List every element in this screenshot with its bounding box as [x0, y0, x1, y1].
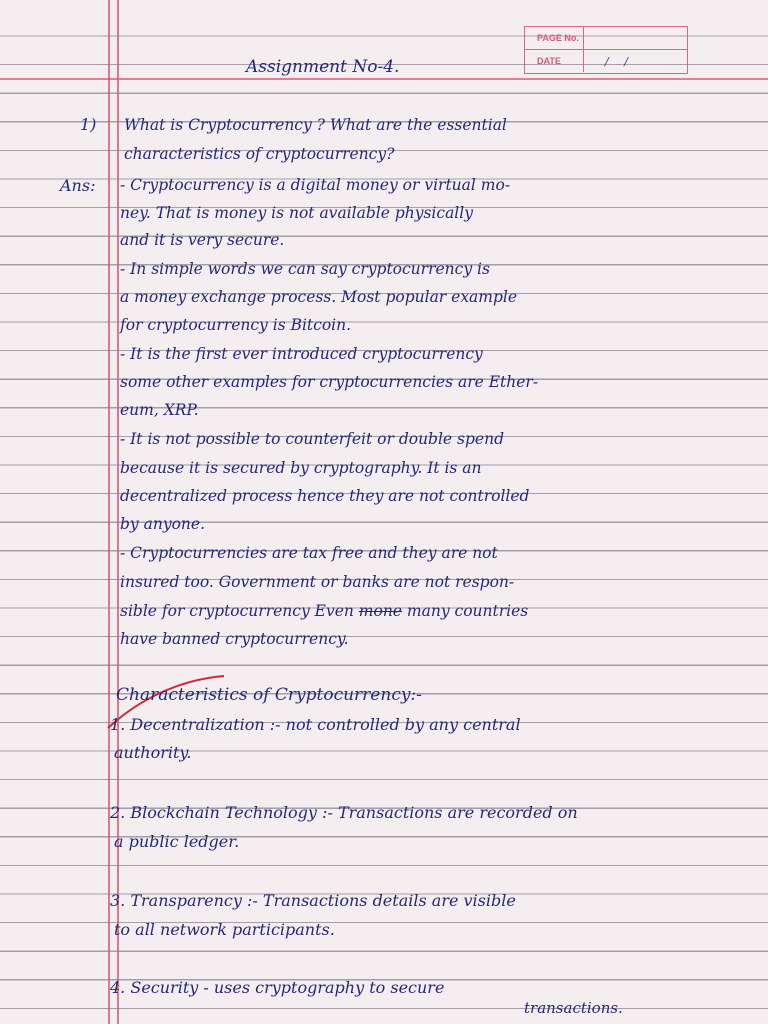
characteristic-1-text: not controlled by any central	[285, 715, 521, 734]
assignment-title: Assignment No-4.	[246, 57, 400, 77]
characteristic-1-cont: authority.	[114, 743, 192, 762]
answer-line-15: insured too. Government or banks are not respon-	[120, 573, 515, 591]
characteristic-4-label: 4. Security -	[110, 978, 209, 997]
characteristic-3-cont: to all network participants.	[114, 920, 335, 939]
answer-line-14: - Cryptocurrencies are tax free and they are not	[120, 544, 498, 562]
answer-line-17: have banned cryptocurrency.	[120, 630, 349, 648]
characteristic-2-cont: a public ledger.	[114, 832, 240, 851]
characteristic-2-label: 2. Blockchain Technology :-	[110, 803, 333, 822]
question-number: 1)	[80, 115, 97, 134]
characteristic-4	[110, 980, 444, 996]
characteristic-4-text: uses cryptography to secure	[213, 978, 445, 997]
page-date-stamp	[524, 26, 688, 74]
answer-line-6: for cryptocurrency is Bitcoin.	[120, 316, 352, 334]
answer-line-1: - Cryptocurrency is a digital money or virtual mo-	[120, 176, 511, 194]
answer-line-8: some other examples for cryptocurrencies are Ether-	[120, 373, 539, 391]
answer-line-4: - In simple words we can say cryptocurrency is	[120, 260, 490, 278]
answer-line-16-end: many countries	[406, 602, 529, 620]
characteristic-1-label: 1. Decentralization :-	[110, 715, 281, 734]
answer-line-3: and it is very secure.	[120, 231, 285, 249]
answer-line-10: - It is not possible to counterfeit or double spend	[120, 430, 504, 448]
date-value: / /	[605, 55, 634, 68]
answer-line-12: decentralized process hence they are not controlled	[120, 487, 530, 505]
answer-line-16-start: sible for cryptocurrency Even	[120, 602, 354, 620]
answer-line-5: a money exchange process. Most popular example	[120, 288, 518, 306]
characteristics-heading: Characteristics of Cryptocurrency:-	[116, 685, 422, 705]
date-label: DATE	[537, 56, 561, 66]
margin-line-left	[108, 0, 110, 1024]
characteristic-2	[110, 805, 578, 821]
answer-line-16	[120, 604, 528, 620]
characteristic-3-text: Transactions details are visible	[262, 891, 516, 910]
answer-label: Ans:	[60, 176, 96, 195]
answer-line-2: ney. That is money is not available physically	[120, 204, 473, 222]
header-rule	[0, 78, 768, 80]
characteristic-4-cont: transactions.	[524, 999, 623, 1017]
characteristic-1	[110, 717, 521, 733]
answer-line-7: - It is the first ever introduced cryptocurrency	[120, 345, 483, 363]
struck-word: mone	[358, 602, 402, 620]
characteristic-2-text: Transactions are recorded on	[337, 803, 578, 822]
characteristic-3-label: 3. Transparency :-	[110, 891, 258, 910]
page-no-label: PAGE No.	[537, 33, 579, 43]
answer-line-11: because it is secured by cryptography. It is an	[120, 459, 482, 477]
question-line-2: characteristics of cryptocurrency?	[124, 145, 395, 163]
characteristic-3	[110, 893, 516, 909]
question-line-1: What is Cryptocurrency ? What are the essential	[124, 116, 507, 134]
answer-line-9: eum, XRP.	[120, 401, 199, 419]
margin-line-right	[117, 0, 119, 1024]
answer-line-13: by anyone.	[120, 515, 206, 533]
